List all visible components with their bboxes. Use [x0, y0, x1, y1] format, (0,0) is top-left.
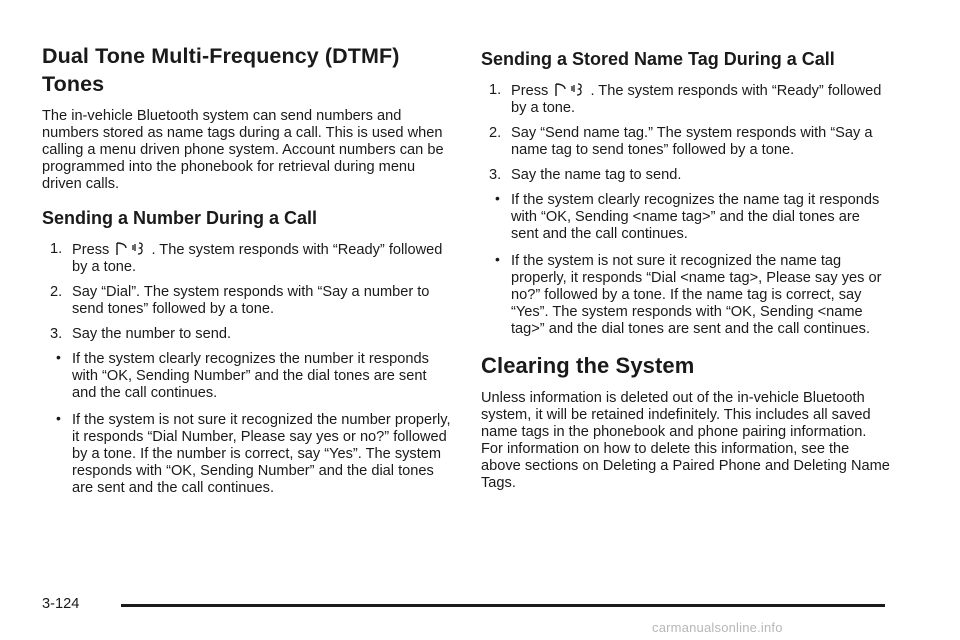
- bullet-dot-icon: •: [495, 251, 500, 267]
- step-item: 1. Press . The system responds with “Ready” followed by a tone.: [50, 241, 443, 275]
- subheading-sending-number: Sending a Number During a Call: [42, 208, 318, 228]
- step-item: 1. Press . The system responds with “Ready” followed by a tone.: [489, 82, 882, 116]
- step-item: 2. Say “Send name tag.” The system responds with “Say a name tag to send tones” followed by a tone.: [489, 125, 873, 158]
- bullet-item: • If the system is not sure it recognized the name tag properly, it responds “Dial <name tag>, Please say yes or no?” followed by a tone. If the name tag is correct, say “Yes”. The system responds with “OK, Sending <name tag>” and the dial tones are sent and the call continues.: [495, 251, 882, 337]
- subheading-sending-name-tag: Sending a Stored Name Tag During a Call: [481, 49, 835, 69]
- section-heading-dtmf: Dual Tone Multi-Frequency (DTMF) Tones: [42, 44, 400, 96]
- page-number: 3-124: [42, 596, 80, 612]
- footer-rule: [121, 604, 885, 607]
- step-item: 2. Say “Dial”. The system responds with “Say a number to send tones” followed by a tone.: [50, 284, 430, 317]
- section-heading-clearing: Clearing the System: [481, 353, 695, 378]
- clearing-body: Unless information is deleted out of the in-vehicle Bluetooth system, it will be retained indefinitely. This includes all saved name tags in the phonebook and phone pairing information. For information on how to delete this information, see the above sections on Deleting a Paired Phone and Deleting Name Tags.: [481, 390, 890, 491]
- step-item: 3. Say the name tag to send. • If the system clearly recognizes the name tag it responds with “OK, Sending <name tag>” and the dial tones are sent and the call continues. • If the system is not sure it recognized the name tag properly, it responds “Dial <name tag>, Please say yes or no?” followed by a tone. If the name tag is correct, say “Yes”. The system responds with “OK, Sending <name tag>” and the dial tones are sent and the call continues.: [481, 167, 891, 338]
- bullet-dot-icon: •: [495, 190, 500, 206]
- bullet-item: • If the system is not sure it recognized the number properly, it responds “Dial Number, Please say yes or no?” followed by a tone. If the number is correct, say “Yes”. The system responds with “OK, Sending Number” and the dial tones are sent and the call continues.: [56, 410, 451, 496]
- step-item: 3. Say the number to send. • If the system clearly recognizes the number it responds with “OK, Sending Number” and the dial tones are sent and the call continues. • If the system is not sure it recognized the number properly, it responds “Dial Number, Please say yes or no?” followed by a tone. If the number is correct, say “Yes”. The system responds with “OK, Sending Number” and the dial tones are sent and the call continues.: [50, 326, 451, 496]
- dtmf-intro: The in-vehicle Bluetooth system can send numbers and numbers stored as name tags during a call. This is used when calling a menu driven phone system. Account numbers can be programmed into the phonebook for retrieval during menu driven calls.: [42, 108, 444, 192]
- talk-button-icon: [553, 82, 567, 97]
- bullet-dot-icon: •: [56, 349, 61, 365]
- number-steps: [42, 241, 452, 497]
- talk-button-icon: [114, 241, 128, 256]
- name-tag-steps: [481, 82, 891, 338]
- voice-button-icon: [130, 241, 146, 256]
- bullet-item: • If the system clearly recognizes the number it responds with “OK, Sending Number” and the dial tones are sent and the call continues.: [56, 349, 429, 401]
- voice-button-icon: [569, 82, 585, 97]
- bullet-item: • If the system clearly recognizes the name tag it responds with “OK, Sending <name tag>” and the dial tones are sent and the call continues.: [495, 190, 880, 242]
- name-tag-bullets: [489, 192, 891, 338]
- watermark: carmanualsonline.info: [652, 620, 783, 635]
- right-column: [481, 48, 891, 506]
- left-column: [42, 42, 452, 507]
- number-bullets: [50, 351, 452, 497]
- bullet-dot-icon: •: [56, 410, 61, 426]
